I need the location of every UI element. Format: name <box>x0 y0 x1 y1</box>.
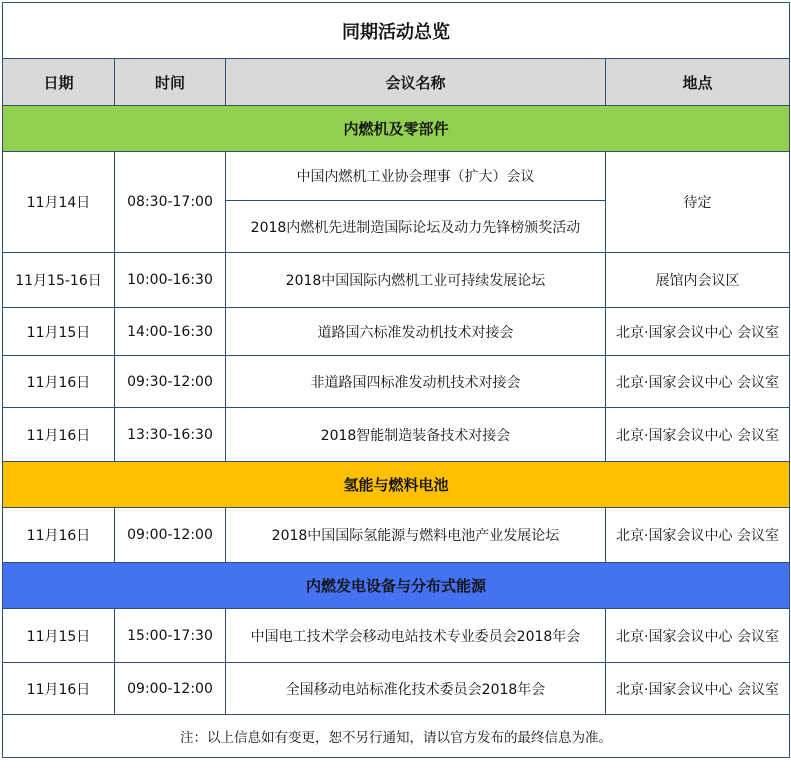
date-cell: 11月15-16日 <box>3 253 115 308</box>
table-row <box>3 152 790 201</box>
place-cell: 待定 <box>606 152 790 253</box>
table-row <box>3 308 790 356</box>
date-cell: 11月15日 <box>3 308 115 356</box>
name-cell: 全国移动电站标准化技术委员会2018年会 <box>226 663 606 715</box>
date-cell: 11月15日 <box>3 609 115 663</box>
header-place: 地点 <box>606 59 790 106</box>
note-row <box>3 715 790 758</box>
name-cell: 2018智能制造装备技术对接会 <box>226 408 606 462</box>
time-cell: 08:30-17:00 <box>115 152 226 253</box>
name-cell: 道路国六标准发动机技术对接会 <box>226 308 606 356</box>
time-cell: 09:00-12:00 <box>115 508 226 563</box>
table-row <box>3 253 790 308</box>
name-cell: 非道路国四标准发动机技术对接会 <box>226 356 606 408</box>
section-label: 内燃发电设备与分布式能源 <box>3 563 790 609</box>
time-cell: 14:00-16:30 <box>115 308 226 356</box>
name-cell: 2018中国国际内燃机工业可持续发展论坛 <box>226 253 606 308</box>
time-cell: 09:30-12:00 <box>115 356 226 408</box>
schedule-overview <box>2 2 787 765</box>
date-cell: 11月16日 <box>3 356 115 408</box>
section-label: 氢能与燃料电池 <box>3 462 790 508</box>
name-cell: 2018内燃机先进制造国际论坛及动力先锋榜颁奖活动 <box>226 201 606 253</box>
time-cell: 10:00-16:30 <box>115 253 226 308</box>
schedule-table <box>2 2 790 758</box>
place-cell: 北京·国家会议中心 会议室 <box>606 308 790 356</box>
place-cell: 北京·国家会议中心 会议室 <box>606 508 790 563</box>
table-row <box>3 408 790 462</box>
place-cell: 北京·国家会议中心 会议室 <box>606 408 790 462</box>
time-cell: 15:00-17:30 <box>115 609 226 663</box>
table-row <box>3 609 790 663</box>
table-title: 同期活动总览 <box>3 3 790 59</box>
header-row <box>3 59 790 106</box>
date-cell: 11月16日 <box>3 508 115 563</box>
section-label: 内燃机及零部件 <box>3 106 790 152</box>
place-cell: 北京·国家会议中心 会议室 <box>606 356 790 408</box>
date-cell: 11月16日 <box>3 408 115 462</box>
section-row <box>3 563 790 609</box>
time-cell: 13:30-16:30 <box>115 408 226 462</box>
time-cell: 09:00-12:00 <box>115 663 226 715</box>
title-row <box>3 3 790 59</box>
place-cell: 北京·国家会议中心 会议室 <box>606 609 790 663</box>
place-cell: 展馆内会议区 <box>606 253 790 308</box>
name-cell: 中国电工技术学会移动电站技术专业委员会2018年会 <box>226 609 606 663</box>
date-cell: 11月14日 <box>3 152 115 253</box>
header-time: 时间 <box>115 59 226 106</box>
table-row <box>3 508 790 563</box>
table-row <box>3 356 790 408</box>
name-cell: 2018中国国际氢能源与燃料电池产业发展论坛 <box>226 508 606 563</box>
place-cell: 北京·国家会议中心 会议室 <box>606 663 790 715</box>
date-cell: 11月16日 <box>3 663 115 715</box>
header-name: 会议名称 <box>226 59 606 106</box>
footnote: 注：以上信息如有变更，恕不另行通知，请以官方发布的最终信息为准。 <box>3 715 790 758</box>
name-cell: 中国内燃机工业协会理事（扩大）会议 <box>226 152 606 201</box>
table-row <box>3 663 790 715</box>
header-date: 日期 <box>3 59 115 106</box>
section-row <box>3 106 790 152</box>
section-row <box>3 462 790 508</box>
